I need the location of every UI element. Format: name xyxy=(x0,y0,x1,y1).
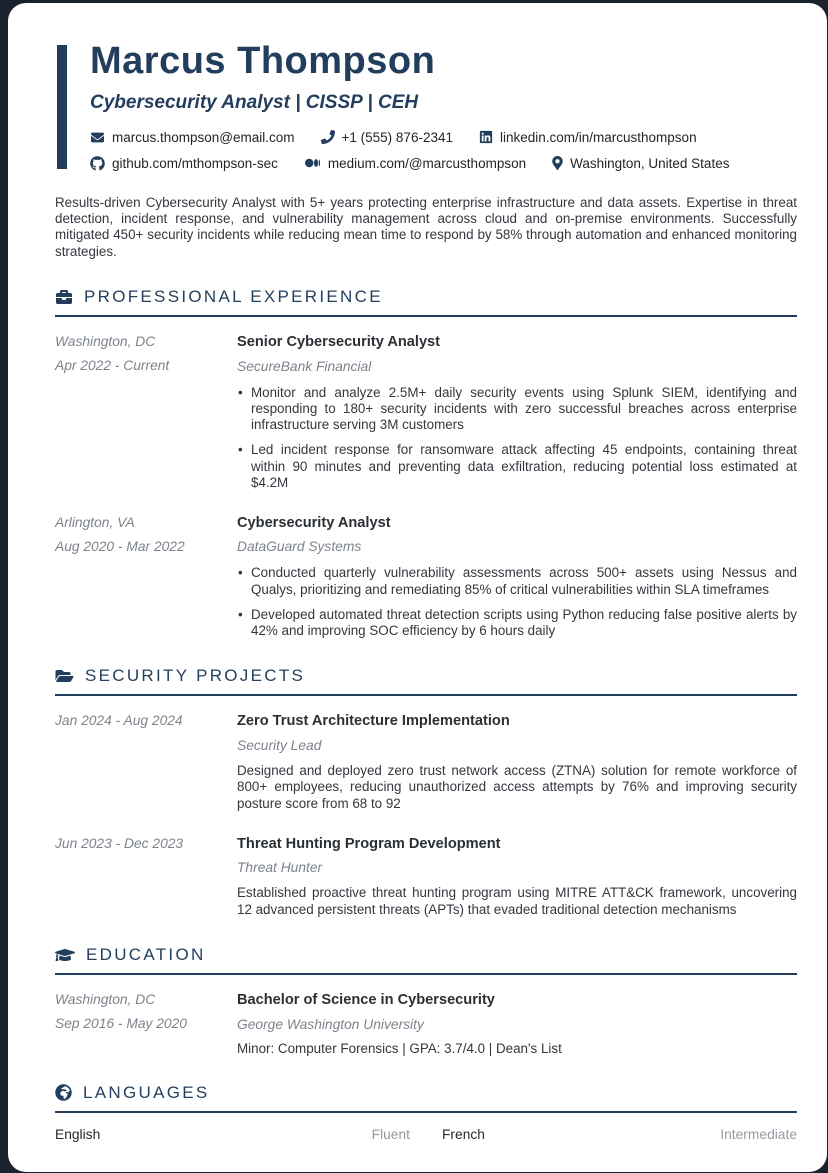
experience-bullet-list xyxy=(237,565,797,639)
language-item xyxy=(442,1127,797,1142)
section-languages xyxy=(55,1083,797,1142)
header-accent-bar xyxy=(57,45,67,169)
experience-company: DataGuard Systems xyxy=(237,539,362,555)
project-title: Threat Hunting Program Development xyxy=(237,835,501,852)
education-section-header xyxy=(55,945,797,975)
project-title: Zero Trust Architecture Implementation xyxy=(237,713,510,730)
project-description: Established proactive threat hunting program using MITRE ATT&CK framework, uncovering 12 advanced persistent threats (APTs) that evaded traditional detection mechanisms xyxy=(237,885,797,917)
education-entry xyxy=(55,992,797,1056)
project-dates: Jan 2024 - Aug 2024 xyxy=(55,713,183,729)
contact-email-text: marcus.thompson@email.com xyxy=(112,129,295,145)
education-school: George Washington University xyxy=(237,1016,424,1032)
project-role: Threat Hunter xyxy=(237,860,323,876)
contact-email[interactable] xyxy=(90,130,295,145)
folder-icon xyxy=(55,668,74,684)
medium-icon xyxy=(304,157,321,169)
project-entry-body xyxy=(237,836,797,918)
github-icon xyxy=(90,156,105,171)
phone-icon xyxy=(321,130,335,144)
experience-company: SecureBank Financial xyxy=(237,358,372,374)
experience-entry-body xyxy=(237,334,797,491)
education-degree: Bachelor of Science in Cybersecurity xyxy=(237,992,495,1009)
project-role: Security Lead xyxy=(237,737,322,753)
languages-section-title: LANGUAGES xyxy=(83,1082,210,1102)
language-name: English xyxy=(55,1126,101,1142)
experience-bullet: • Developed automated threat detection scripts using Python reducing false positive alerts by 42% and improving SOC efficiency by 6 hours daily xyxy=(237,607,797,639)
contact-github-text: github.com/mthompson-sec xyxy=(112,155,278,171)
project-dates: Jun 2023 - Dec 2023 xyxy=(55,835,184,851)
experience-location: Washington, DC xyxy=(55,334,156,350)
experience-entry-meta xyxy=(55,334,237,491)
education-entry-body xyxy=(237,992,797,1056)
candidate-job-title: Cybersecurity Analyst | CISSP | CEH xyxy=(90,91,419,113)
graduation-cap-icon xyxy=(55,947,75,963)
experience-dates: Apr 2022 - Current xyxy=(55,357,170,373)
languages-section-header xyxy=(55,1083,797,1113)
experience-bullet: • Conducted quarterly vulnerability assessments across 500+ assets using Nessus and Qualys, prioritizing and remediating 85% of critical vulnerabilities within SLA timeframes xyxy=(237,565,797,597)
project-entry xyxy=(55,836,797,918)
contact-medium[interactable] xyxy=(304,156,526,171)
email-icon xyxy=(90,131,105,144)
experience-bullet: • Monitor and analyze 2.5M+ daily security events using Splunk SIEM, identifying and responding to 180+ security incidents with zero successful breaches across enterprise infrastructure serving 3M customers xyxy=(237,385,797,434)
project-description: Designed and deployed zero trust network access (ZTNA) solution for remote workforce of 800+ employees, reducing unauthorized access attempts by 76% and improving security posture score from 68 to 92 xyxy=(237,762,797,811)
project-entry-meta xyxy=(55,713,237,812)
contact-location[interactable] xyxy=(552,156,729,171)
candidate-name: Marcus Thompson xyxy=(90,40,436,82)
experience-section-header xyxy=(55,287,797,317)
contact-github[interactable] xyxy=(90,156,278,171)
experience-bullet-list xyxy=(237,385,797,491)
language-name: French xyxy=(442,1126,485,1142)
project-entry xyxy=(55,713,797,812)
project-entry-meta xyxy=(55,836,237,918)
location-icon xyxy=(552,156,563,170)
experience-section-title: PROFESSIONAL EXPERIENCE xyxy=(84,287,383,307)
resume-header xyxy=(55,41,797,171)
experience-location: Arlington, VA xyxy=(55,514,135,530)
education-entry-meta xyxy=(55,992,237,1056)
experience-entry-meta xyxy=(55,515,237,639)
projects-section-title: SECURITY PROJECTS xyxy=(85,666,306,686)
experience-job-title: Cybersecurity Analyst xyxy=(237,514,391,531)
contact-medium-text: medium.com/@marcusthompson xyxy=(327,155,527,171)
section-projects xyxy=(55,666,797,918)
briefcase-icon xyxy=(55,289,73,305)
contact-linkedin[interactable] xyxy=(479,130,697,145)
education-location: Washington, DC xyxy=(55,992,156,1008)
experience-dates: Aug 2020 - Mar 2022 xyxy=(55,538,185,554)
contact-phone-text: +1 (555) 876-2341 xyxy=(341,129,453,145)
projects-section-header xyxy=(55,666,797,696)
experience-entry xyxy=(55,334,797,491)
experience-entry-body xyxy=(237,515,797,639)
summary-paragraph: Results-driven Cybersecurity Analyst with 5+ years protecting enterprise infrastructure and data assets. Expertise in threat detection, incident response, and vulnerability management across cloud and on-premise environments. Successfully mitigated 450+ security incidents while reducing mean time to respond by 58% through automation and enhanced monitoring strategies. xyxy=(55,194,797,259)
education-section-title: EDUCATION xyxy=(86,945,206,965)
contact-location-text: Washington, United States xyxy=(570,155,730,171)
language-item xyxy=(55,1127,410,1142)
resume-page xyxy=(8,3,827,1172)
contact-phone[interactable] xyxy=(321,130,453,145)
experience-entry xyxy=(55,515,797,639)
language-level: Fluent xyxy=(371,1126,410,1142)
section-experience xyxy=(55,287,797,639)
globe-icon xyxy=(55,1084,72,1101)
experience-bullet: • Led incident response for ransomware attack affecting 45 endpoints, containing threat within 90 minutes and preventing data exfiltration, reducing potential loss estimated at $4.2M xyxy=(237,442,797,491)
linkedin-icon xyxy=(479,130,493,144)
section-education xyxy=(55,945,797,1056)
project-entry-body xyxy=(237,713,797,812)
education-dates: Sep 2016 - May 2020 xyxy=(55,1015,187,1031)
language-level: Intermediate xyxy=(720,1126,797,1142)
contact-linkedin-text: linkedin.com/in/marcusthompson xyxy=(499,129,697,145)
education-details: Minor: Computer Forensics | GPA: 3.7/4.0 | Dean's List xyxy=(237,1040,562,1056)
contact-row xyxy=(90,130,750,171)
languages-grid xyxy=(55,1127,797,1142)
experience-job-title: Senior Cybersecurity Analyst xyxy=(237,334,441,351)
